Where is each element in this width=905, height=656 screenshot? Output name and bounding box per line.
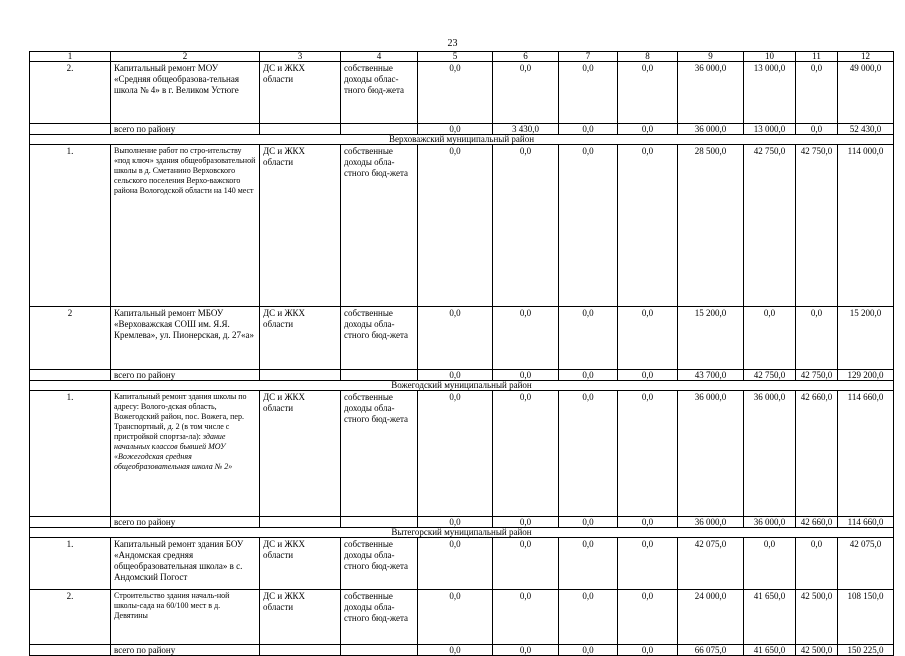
total-value-cell: 42 750,0 — [744, 370, 796, 381]
column-header: 9 — [678, 52, 744, 62]
value-cell: 0,0 — [618, 307, 678, 370]
total-value-cell: 0,0 — [418, 645, 493, 656]
district-total-row — [30, 370, 894, 381]
responsible-org: ДС и ЖКХ области — [260, 538, 341, 590]
funding-source: собственные доходы обла-стного бюд-жета — [341, 145, 418, 307]
value-cell: 42 075,0 — [678, 538, 744, 590]
empty-cell — [260, 517, 341, 528]
column-header: 5 — [418, 52, 493, 62]
value-cell: 0,0 — [744, 538, 796, 590]
total-label: всего по району — [111, 124, 260, 135]
total-value-cell: 42 660,0 — [796, 517, 838, 528]
total-value-cell: 0,0 — [796, 124, 838, 135]
empty-cell — [30, 370, 111, 381]
total-value-cell: 0,0 — [618, 124, 678, 135]
value-cell: 0,0 — [493, 391, 559, 517]
object-name — [111, 145, 260, 307]
object-name — [111, 590, 260, 645]
value-cell: 0,0 — [418, 538, 493, 590]
value-cell: 36 000,0 — [744, 391, 796, 517]
total-value-cell: 0,0 — [618, 517, 678, 528]
total-value-cell: 0,0 — [418, 370, 493, 381]
row-number: 1. — [30, 145, 111, 307]
row-number: 1. — [30, 391, 111, 517]
column-header: 2 — [111, 52, 260, 62]
total-value-cell: 52 430,0 — [838, 124, 894, 135]
responsible-org: ДС и ЖКХ области — [260, 307, 341, 370]
responsible-org: ДС и ЖКХ области — [260, 590, 341, 645]
total-value-cell: 42 750,0 — [796, 370, 838, 381]
table-row — [30, 538, 894, 590]
value-cell: 42 750,0 — [744, 145, 796, 307]
value-cell: 28 500,0 — [678, 145, 744, 307]
value-cell: 0,0 — [493, 307, 559, 370]
value-cell: 114 660,0 — [838, 391, 894, 517]
total-value-cell: 43 700,0 — [678, 370, 744, 381]
total-label: всего по району — [111, 517, 260, 528]
empty-cell — [341, 517, 418, 528]
value-cell: 0,0 — [493, 538, 559, 590]
object-name-italic: здание начальных классов бывшей МОУ «Вожегодская средняя общеобразовательная школа № 2» — [114, 432, 233, 471]
district-name: Вожегодский муниципальный район — [30, 381, 894, 391]
total-value-cell: 0,0 — [618, 645, 678, 656]
total-label: всего по району — [111, 370, 260, 381]
value-cell: 0,0 — [418, 307, 493, 370]
total-label: всего по району — [111, 645, 260, 656]
value-cell: 0,0 — [559, 391, 618, 517]
value-cell: 15 200,0 — [838, 307, 894, 370]
funding-source: собственные доходы обла-стного бюд-жета — [341, 391, 418, 517]
object-name-text: Капитальный ремонт здания БОУ «Андомская средняя общеобразовательная школа» в с. Андомский Погост — [114, 539, 244, 582]
total-value-cell: 3 430,0 — [493, 124, 559, 135]
object-name — [111, 62, 260, 124]
empty-cell — [30, 645, 111, 656]
value-cell: 42 660,0 — [796, 391, 838, 517]
total-value-cell: 0,0 — [418, 124, 493, 135]
column-header: 12 — [838, 52, 894, 62]
value-cell: 36 000,0 — [678, 62, 744, 124]
total-value-cell: 36 000,0 — [678, 124, 744, 135]
value-cell: 41 650,0 — [744, 590, 796, 645]
empty-cell — [260, 124, 341, 135]
column-header: 4 — [341, 52, 418, 62]
column-header: 11 — [796, 52, 838, 62]
object-name-text: Капитальный ремонт МОУ «Средняя общеобразова-тельная школа № 4» в г. Великом Устюге — [114, 63, 239, 95]
value-cell: 13 000,0 — [744, 62, 796, 124]
district-total-row — [30, 517, 894, 528]
total-value-cell: 42 500,0 — [796, 645, 838, 656]
column-header: 6 — [493, 52, 559, 62]
district-header-row — [30, 381, 894, 391]
value-cell: 49 000,0 — [838, 62, 894, 124]
responsible-org: ДС и ЖКХ области — [260, 62, 341, 124]
column-header: 3 — [260, 52, 341, 62]
total-value-cell: 36 000,0 — [744, 517, 796, 528]
table-row — [30, 62, 894, 124]
value-cell: 0,0 — [493, 590, 559, 645]
value-cell: 0,0 — [744, 307, 796, 370]
object-name — [111, 538, 260, 590]
value-cell: 0,0 — [559, 145, 618, 307]
funding-table — [29, 51, 894, 656]
funding-source: собственные доходы обла-стного бюд-жета — [341, 590, 418, 645]
total-value-cell: 0,0 — [418, 517, 493, 528]
object-name-text: Строительство здания началь-ной школы-сада на 60/100 мест в д. Девятины — [114, 591, 230, 620]
district-name: Верховажский муниципальный район — [30, 135, 894, 145]
value-cell: 0,0 — [618, 145, 678, 307]
object-name — [111, 391, 260, 517]
total-value-cell: 0,0 — [559, 370, 618, 381]
value-cell: 0,0 — [418, 590, 493, 645]
value-cell: 0,0 — [796, 538, 838, 590]
column-header: 10 — [744, 52, 796, 62]
column-header-row — [30, 52, 894, 62]
empty-cell — [30, 517, 111, 528]
empty-cell — [260, 370, 341, 381]
value-cell: 15 200,0 — [678, 307, 744, 370]
row-number: 2. — [30, 590, 111, 645]
empty-cell — [341, 370, 418, 381]
object-name-text: Капитальный ремонт здания школы по адресу: Волого-дская область, Вожегодский район, пос. Вожега, пер. Транспортный, д. 2 (в том числе с пристройкой спортза-ла): — [114, 392, 247, 441]
row-number: 2 — [30, 307, 111, 370]
table-row — [30, 145, 894, 307]
value-cell: 42 075,0 — [838, 538, 894, 590]
value-cell: 0,0 — [618, 62, 678, 124]
empty-cell — [30, 124, 111, 135]
responsible-org: ДС и ЖКХ области — [260, 145, 341, 307]
value-cell: 0,0 — [796, 62, 838, 124]
responsible-org: ДС и ЖКХ области — [260, 391, 341, 517]
empty-cell — [341, 124, 418, 135]
value-cell: 0,0 — [559, 538, 618, 590]
district-header-row — [30, 135, 894, 145]
value-cell: 0,0 — [618, 590, 678, 645]
object-name — [111, 307, 260, 370]
table-row — [30, 391, 894, 517]
total-value-cell: 13 000,0 — [744, 124, 796, 135]
total-value-cell: 129 200,0 — [838, 370, 894, 381]
object-name-text: Капитальный ремонт МБОУ «Верховажская СОШ им. Я.Я. Кремлева», ул. Пионерская, д. 27«а» — [114, 308, 254, 340]
value-cell: 0,0 — [618, 538, 678, 590]
total-value-cell: 0,0 — [559, 124, 618, 135]
value-cell: 42 750,0 — [796, 145, 838, 307]
value-cell: 0,0 — [418, 62, 493, 124]
total-value-cell: 114 660,0 — [838, 517, 894, 528]
funding-source: собственные доходы обла-стного бюд-жета — [341, 538, 418, 590]
total-value-cell: 0,0 — [618, 370, 678, 381]
value-cell: 0,0 — [559, 307, 618, 370]
empty-cell — [341, 645, 418, 656]
value-cell: 0,0 — [618, 391, 678, 517]
value-cell: 0,0 — [493, 62, 559, 124]
value-cell: 42 500,0 — [796, 590, 838, 645]
row-number: 2. — [30, 62, 111, 124]
district-name: Вытегорский муниципальный район — [30, 528, 894, 538]
value-cell: 36 000,0 — [678, 391, 744, 517]
total-value-cell: 0,0 — [559, 517, 618, 528]
district-header-row — [30, 528, 894, 538]
total-value-cell: 150 225,0 — [838, 645, 894, 656]
value-cell: 24 000,0 — [678, 590, 744, 645]
value-cell: 108 150,0 — [838, 590, 894, 645]
total-value-cell: 41 650,0 — [744, 645, 796, 656]
district-total-row — [30, 124, 894, 135]
value-cell: 0,0 — [559, 590, 618, 645]
column-header: 1 — [30, 52, 111, 62]
total-value-cell: 36 000,0 — [678, 517, 744, 528]
object-name-text: Выполнение работ по стро-ительству «под ключ» здания общеобразовательной школы в д. Сметанино Верховского сельского поселения Верхо-важского района Вологодской области на 140 мест — [114, 146, 256, 195]
district-total-row — [30, 645, 894, 656]
column-header: 7 — [559, 52, 618, 62]
value-cell: 0,0 — [493, 145, 559, 307]
funding-source: собственные доходы обла-стного бюд-жета — [341, 307, 418, 370]
total-value-cell: 0,0 — [493, 645, 559, 656]
total-value-cell: 0,0 — [559, 645, 618, 656]
value-cell: 0,0 — [796, 307, 838, 370]
total-value-cell: 0,0 — [493, 370, 559, 381]
value-cell: 0,0 — [418, 391, 493, 517]
page-number: 23 — [447, 38, 458, 49]
funding-source: собственные доходы облас-тного бюд-жета — [341, 62, 418, 124]
total-value-cell: 0,0 — [493, 517, 559, 528]
empty-cell — [260, 645, 341, 656]
row-number: 1. — [30, 538, 111, 590]
value-cell: 0,0 — [559, 62, 618, 124]
table-row — [30, 307, 894, 370]
value-cell: 0,0 — [418, 145, 493, 307]
total-value-cell: 66 075,0 — [678, 645, 744, 656]
value-cell: 114 000,0 — [838, 145, 894, 307]
table-row — [30, 590, 894, 645]
column-header: 8 — [618, 52, 678, 62]
